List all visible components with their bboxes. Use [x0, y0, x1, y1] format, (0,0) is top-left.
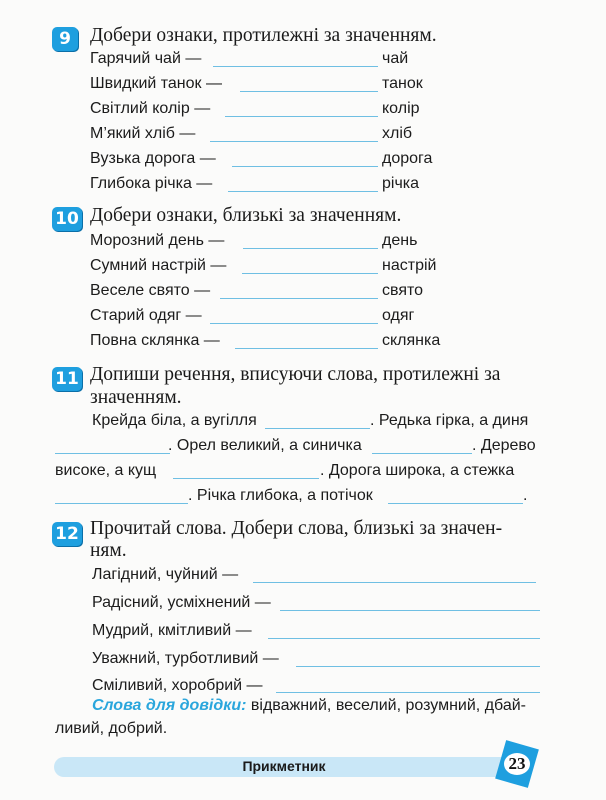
- row-prefix: Повна склянка —: [90, 332, 220, 349]
- exercise-title: Прочитай слова. Добери слова, близькі за значен-: [90, 518, 503, 539]
- row-prefix: Світлий колір —: [90, 100, 211, 117]
- answer-line[interactable]: [228, 191, 378, 192]
- sentence-text: Крейда біла, а вугілля: [92, 412, 257, 429]
- exercise-number-badge: 11: [52, 367, 82, 391]
- row-prefix: Старий одяг —: [90, 307, 202, 324]
- exercise-number-badge: 9: [52, 27, 78, 51]
- row-suffix: настрій: [382, 257, 437, 274]
- exercise-title: Добери ознаки, близькі за значенням.: [90, 205, 402, 226]
- row-suffix: день: [382, 232, 418, 249]
- answer-line[interactable]: [210, 323, 378, 324]
- answer-line[interactable]: [55, 503, 188, 504]
- answer-line[interactable]: [225, 116, 378, 117]
- answer-line[interactable]: [210, 141, 378, 142]
- page-number-badge: [495, 740, 539, 788]
- answer-line[interactable]: [213, 66, 378, 67]
- row-suffix: хліб: [382, 125, 413, 142]
- row-suffix: одяг: [382, 307, 415, 324]
- row-prefix: Лагідний, чуйний —: [92, 566, 239, 583]
- answer-line[interactable]: [55, 453, 170, 454]
- answer-line[interactable]: [280, 610, 540, 611]
- sentence-text: . Редька гірка, а диня: [370, 412, 529, 429]
- answer-line[interactable]: [243, 248, 378, 249]
- answer-line[interactable]: [276, 692, 540, 693]
- reference-words-line2: ливий, добрий.: [55, 720, 168, 737]
- row-prefix: Мудрий, кмітливий —: [92, 622, 252, 639]
- row-prefix: Швидкий танок —: [90, 75, 222, 92]
- row-prefix: М’який хліб —: [90, 125, 196, 142]
- answer-line[interactable]: [388, 503, 523, 504]
- page-number: 23: [504, 753, 530, 775]
- answer-line[interactable]: [220, 298, 378, 299]
- row-prefix: Сумний настрій —: [90, 257, 227, 274]
- row-prefix: Гарячий чай —: [90, 50, 202, 67]
- row-prefix: Веселе свято —: [90, 282, 211, 299]
- sentence-text: . Дорога широка, а стежка: [320, 462, 515, 479]
- exercise-title: Допиши речення, вписуючи слова, протилежні за: [90, 364, 501, 385]
- sentence-text: .: [523, 487, 528, 504]
- row-suffix: танок: [382, 75, 423, 92]
- exercise-number-badge: 10: [52, 207, 82, 231]
- reference-label: Слова для довідки:: [92, 697, 247, 714]
- row-prefix: Уважний, турботливий —: [92, 650, 279, 667]
- row-prefix: Морозний день —: [90, 232, 225, 249]
- reference-words-line1: відважний, веселий, розумний, дбай-: [246, 697, 526, 714]
- answer-line[interactable]: [372, 453, 472, 454]
- answer-line[interactable]: [296, 666, 540, 667]
- section-title: Прикметник: [242, 758, 326, 774]
- answer-line[interactable]: [265, 428, 370, 429]
- answer-line[interactable]: [173, 478, 319, 479]
- row-prefix: Вузька дорога —: [90, 150, 216, 167]
- exercise-title-continued: ням.: [90, 540, 127, 561]
- row-suffix: свято: [382, 282, 424, 299]
- row-prefix: Глибока річка —: [90, 175, 213, 192]
- exercise-title: Добери ознаки, протилежні за значенням.: [90, 25, 437, 46]
- answer-line[interactable]: [235, 348, 378, 349]
- sentence-text: . Дерево: [472, 437, 536, 454]
- row-suffix: чай: [382, 50, 409, 67]
- row-suffix: дорога: [382, 150, 433, 167]
- sentence-text: . Річка глибока, а потічок: [188, 487, 373, 504]
- answer-line[interactable]: [253, 582, 536, 583]
- answer-line[interactable]: [268, 638, 540, 639]
- sentence-text: високе, а кущ: [55, 462, 157, 479]
- row-prefix: Сміливий, хоробрий —: [92, 677, 263, 694]
- answer-line[interactable]: [242, 273, 378, 274]
- row-prefix: Радісний, усміхнений —: [92, 594, 271, 611]
- footer-section-bar: [54, 757, 514, 777]
- answer-line[interactable]: [232, 166, 378, 167]
- reference-words: [92, 697, 526, 715]
- row-suffix: склянка: [382, 332, 441, 349]
- row-suffix: колір: [382, 100, 420, 117]
- sentence-text: . Орел великий, а синичка: [168, 437, 362, 454]
- answer-line[interactable]: [240, 91, 378, 92]
- exercise-number-badge: 12: [52, 522, 82, 546]
- row-suffix: річка: [382, 175, 420, 192]
- exercise-title-continued: значенням.: [90, 387, 182, 408]
